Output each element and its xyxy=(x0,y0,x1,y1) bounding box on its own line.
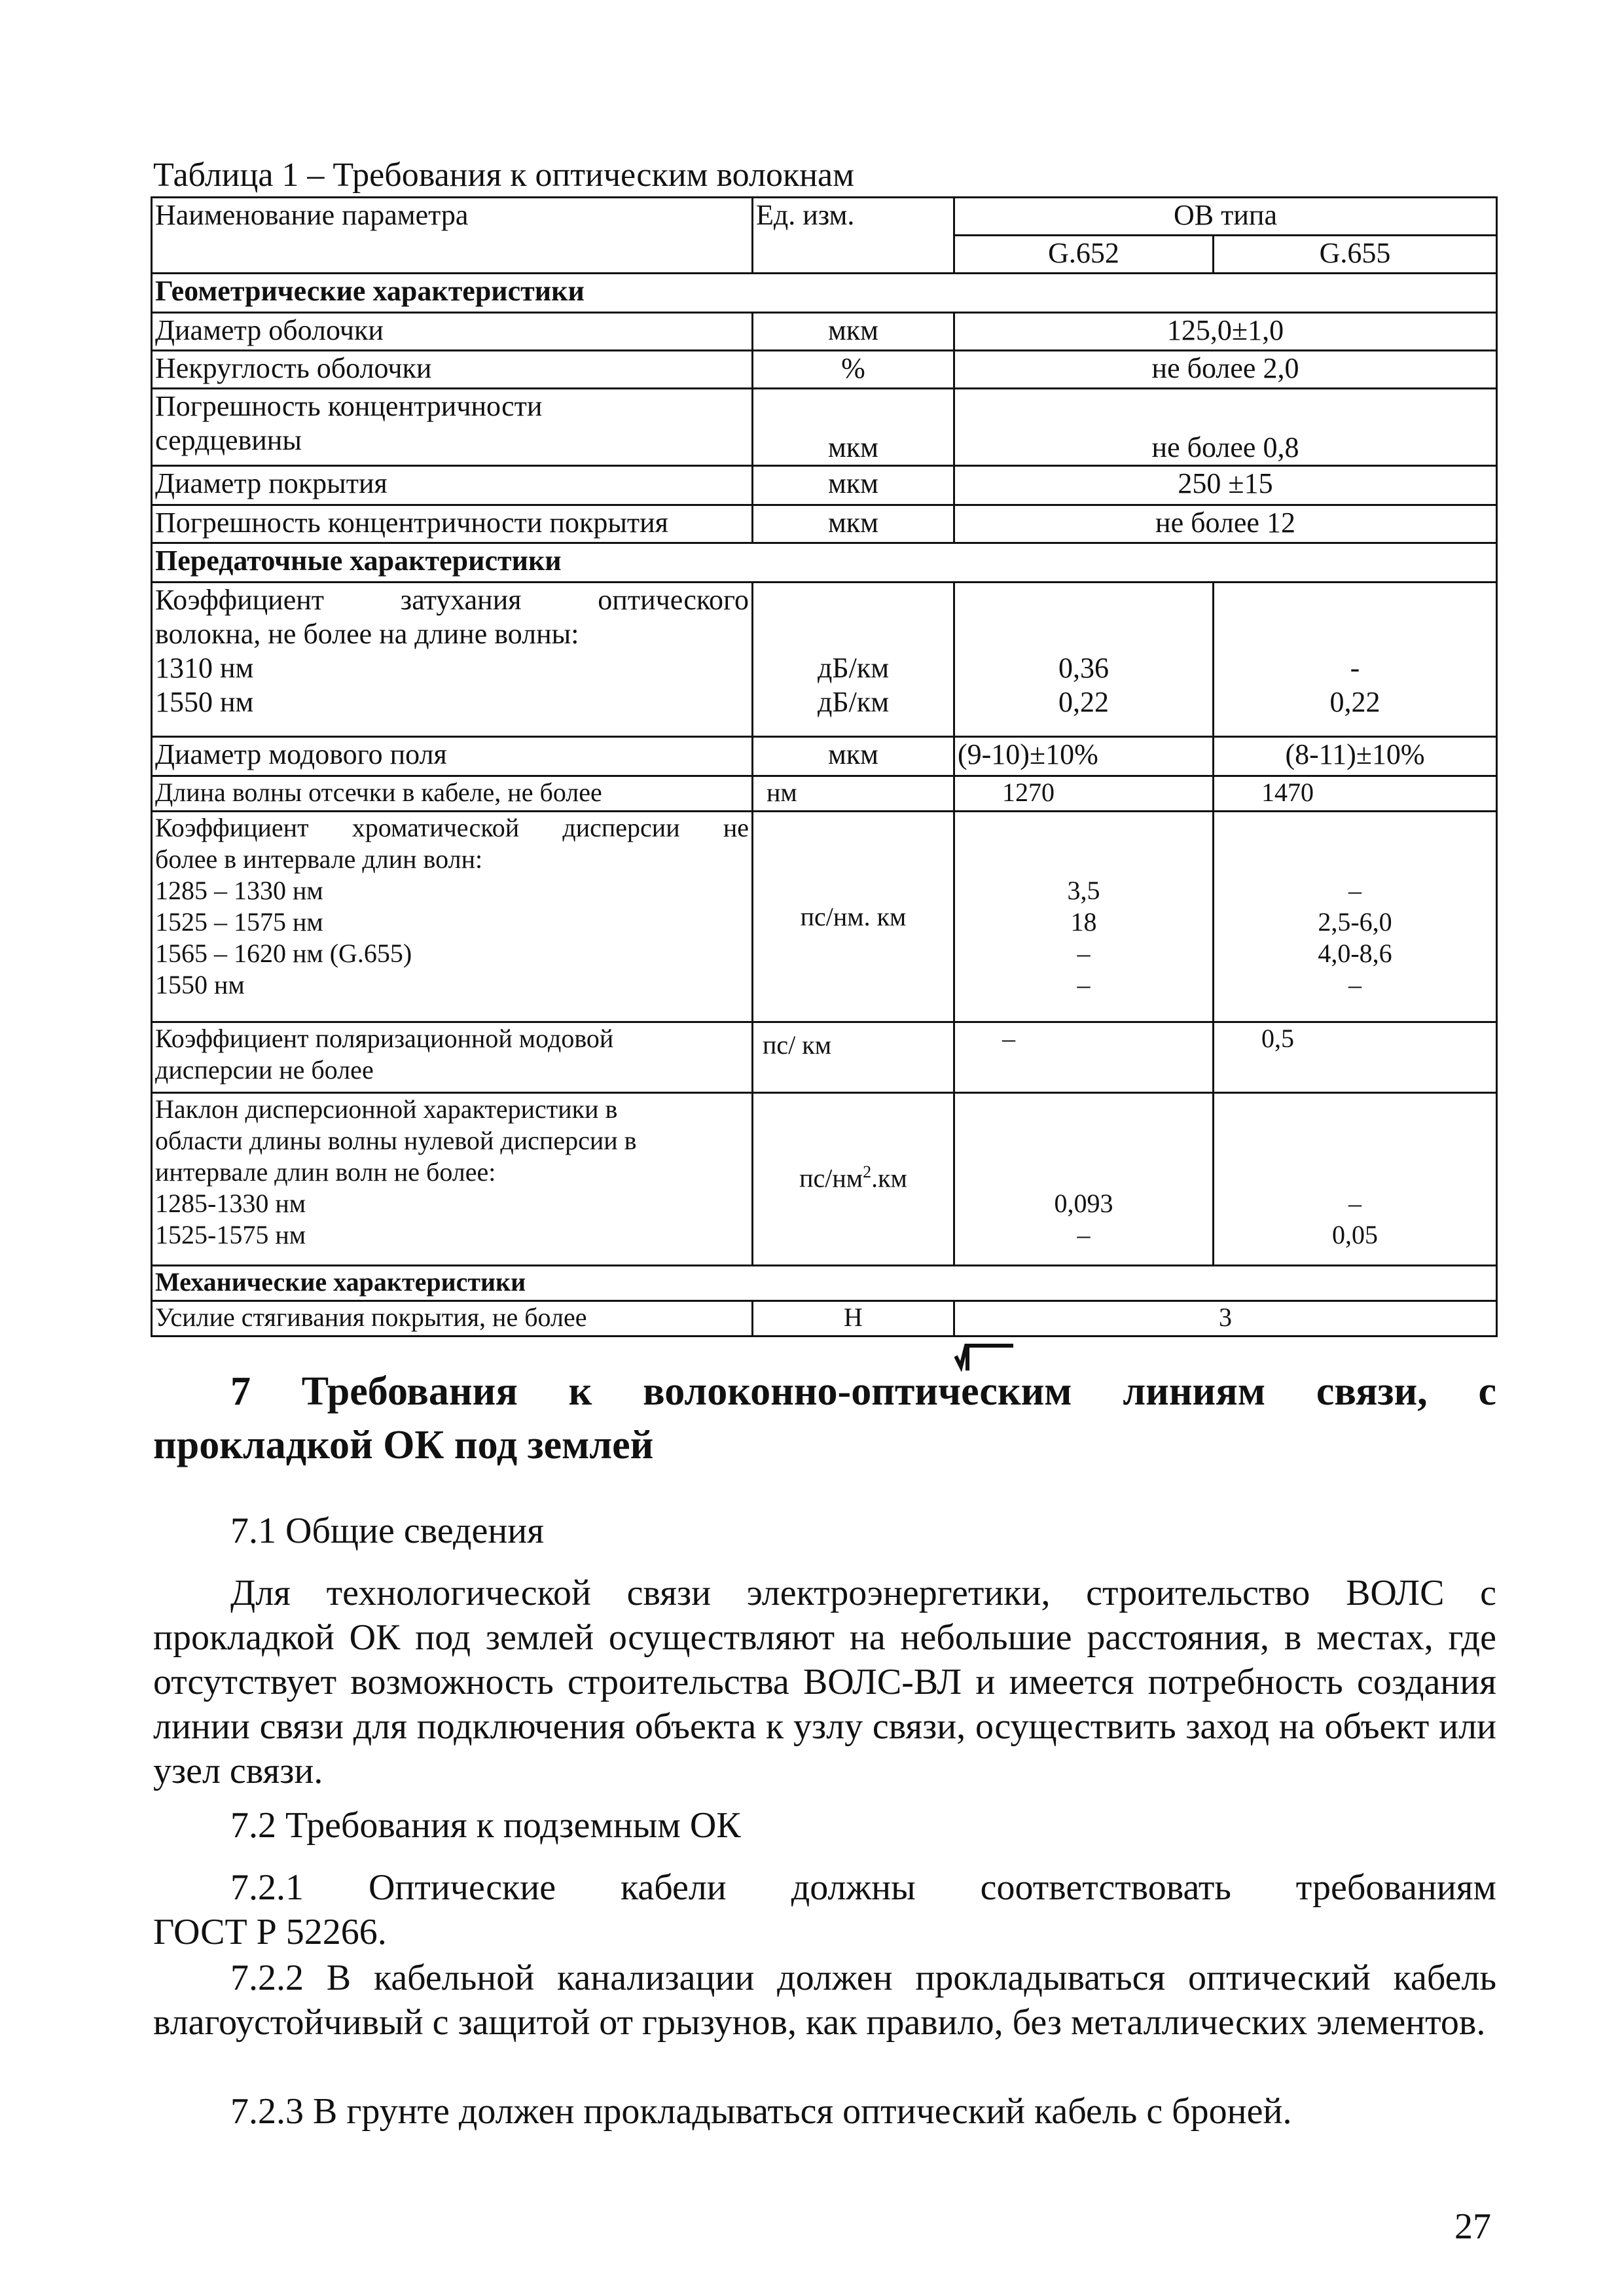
page-number: 27 xyxy=(1454,2206,1491,2247)
table-caption: Таблица 1 – Требования к оптическим волокнам xyxy=(153,156,855,194)
table-row xyxy=(152,812,1497,1022)
paragraph-first-line: 7.2.1 Оптические кабели должны соответствовать требованиям xyxy=(230,1867,1496,1908)
wavelength: 1285-1330 нм xyxy=(155,1189,306,1218)
param-name-line: Наклон дисперсионной характеристики в xyxy=(155,1094,618,1124)
value-line: 4,0-8,6 xyxy=(1318,939,1392,968)
heading-line: 7 Требования к волоконно-оптическим линиям связи, с xyxy=(230,1369,1496,1414)
value-line: 3,5 xyxy=(1067,876,1100,905)
table-row xyxy=(152,1022,1497,1093)
param-name-line: сердцевины xyxy=(155,424,302,456)
g655-value xyxy=(1214,1093,1497,1266)
wavelength: 1285 – 1330 нм xyxy=(155,876,323,905)
unit-line: $пс/нм^2.км$ xyxy=(799,1162,907,1193)
header-g652: G.652 xyxy=(954,236,1214,274)
value-line: 0,36 xyxy=(1058,652,1109,684)
section-title: Механические характеристики xyxy=(152,1266,1497,1301)
param-unit: пс/ км xyxy=(753,1022,954,1093)
subsection-7-2-title: 7.2 Требования к подземным ОК xyxy=(230,1805,741,1846)
param-name-line: Коэффициент хроматической дисперсии не xyxy=(155,813,749,842)
param-name: Усилие стягивания покрытия, не более xyxy=(152,1301,753,1336)
header-g655: G.655 xyxy=(1214,236,1497,274)
g652-value xyxy=(954,583,1214,737)
param-name: Диаметр оболочки xyxy=(152,313,753,351)
value-line: - xyxy=(1350,652,1360,684)
param-name-line: Коэффициент поляризационной модовой xyxy=(155,1024,614,1053)
param-unit: нм xyxy=(753,776,954,812)
param-name: Диаметр покрытия xyxy=(152,466,753,505)
g652-value: 1270 xyxy=(954,776,1214,812)
paragraph-first-line: Для технологической связи электроэнергетики, строительство ВОЛС с xyxy=(230,1573,1496,1613)
g655-value xyxy=(1214,812,1497,1022)
param-name-line: дисперсии не более xyxy=(155,1055,374,1085)
param-value: не более 2,0 xyxy=(954,351,1497,389)
param-name: Погрешность концентричности покрытия xyxy=(152,505,753,543)
paragraph-text: влагоустойчивый с защитой от грызунов, как правило, без металлических элементов. xyxy=(153,2002,1486,2043)
paragraph-7-2-3: 7.2.3 В грунте должен прокладываться оптический кабель с броней. xyxy=(230,2091,1292,2132)
header-fiber-type: ОВ типа xyxy=(954,198,1497,236)
value-line: 0,05 xyxy=(1332,1220,1378,1249)
param-unit: мкм xyxy=(753,505,954,543)
table-row xyxy=(152,737,1497,776)
paragraph-text: прокладкой ОК под землей осуществляют на небольшие расстояния, в местах, где отсутствует возможность строительства ВОЛС-ВЛ и имеется потребность создания линии связи для подключения объекта к узлу связи, осуществить заход на объект или узел связи. xyxy=(153,1617,1496,1791)
param-unit: мкм xyxy=(753,737,954,776)
paragraph-7-1 xyxy=(153,1571,1496,1793)
g655-value: (8-11)±10% xyxy=(1214,737,1497,776)
param-name-line: волокна, не более на длине волны: xyxy=(155,618,579,650)
wavelength: 1565 – 1620 нм (G.655) xyxy=(155,939,412,968)
param-value: 3 xyxy=(954,1301,1497,1336)
param-unit: мкм xyxy=(753,389,954,466)
param-unit xyxy=(753,583,954,737)
section-title: Передаточные характеристики xyxy=(152,543,1497,583)
section-row-mechanical xyxy=(152,1266,1497,1301)
wavelength: 1550 нм xyxy=(155,686,254,718)
value-line: 0,093 xyxy=(1054,1189,1113,1218)
param-unit: мкм xyxy=(753,313,954,351)
table-row xyxy=(152,776,1497,812)
value-line: 0,22 xyxy=(1058,686,1109,718)
g652-value xyxy=(954,1093,1214,1266)
param-value: 125,0±1,0 xyxy=(954,313,1497,351)
wavelength: 1550 нм xyxy=(155,970,245,999)
header-param: Наименование параметра xyxy=(152,198,753,274)
header-unit: Ед. изм. xyxy=(753,198,954,274)
wavelength: 1525 – 1575 нм xyxy=(155,907,323,937)
param-value: не более 12 xyxy=(954,505,1497,543)
g652-value: (9-10)±10% xyxy=(954,737,1214,776)
param-name-line: Погрешность концентричности xyxy=(155,390,543,422)
table-row xyxy=(152,583,1497,737)
paragraph-7-2-2 xyxy=(153,1956,1496,2045)
paragraph-7-2-1 xyxy=(153,1865,1496,1954)
unit-line: дБ/км xyxy=(817,686,890,718)
param-name xyxy=(152,1093,753,1266)
param-name-line: более в интервале длин волн: xyxy=(155,844,483,874)
value-line: 0,22 xyxy=(1329,686,1380,718)
heading-line: прокладкой ОК под землей xyxy=(153,1423,654,1467)
value-line: – xyxy=(1348,1189,1362,1218)
param-name-line: интервале длин волн не более: xyxy=(155,1157,496,1187)
param-name: Диаметр модового поля xyxy=(152,737,753,776)
table-row xyxy=(152,313,1497,351)
param-name xyxy=(152,812,753,1022)
param-unit: % xyxy=(753,351,954,389)
table-row xyxy=(152,1301,1497,1336)
section-row-transmission xyxy=(152,543,1497,583)
g655-value xyxy=(1214,583,1497,737)
param-unit xyxy=(753,1093,954,1266)
paragraph-text: ГОСТ Р 52266. xyxy=(153,1912,387,1952)
table-row xyxy=(152,351,1497,389)
param-unit: Н xyxy=(753,1301,954,1336)
g652-value: – xyxy=(954,1022,1214,1093)
param-name-line: Коэффициент затухания оптического xyxy=(155,584,749,616)
param-value: не более 0,8 xyxy=(954,389,1497,466)
table-row xyxy=(152,389,1497,466)
section-row-geometry xyxy=(152,274,1497,313)
param-name-line: области длины волны нулевой дисперсии в xyxy=(155,1126,637,1155)
value-line: 18 xyxy=(1070,907,1097,937)
param-name xyxy=(152,583,753,737)
value-line: 2,5-6,0 xyxy=(1318,907,1392,937)
param-name: Длина волны отсечки в кабеле, не более xyxy=(152,776,753,812)
table-row xyxy=(152,466,1497,505)
g652-value xyxy=(954,812,1214,1022)
subsection-7-1-title: 7.1 Общие сведения xyxy=(230,1511,545,1551)
table-row xyxy=(152,1093,1497,1266)
param-unit: пс/нм. км xyxy=(753,812,954,1022)
param-value: 250 ±15 xyxy=(954,466,1497,505)
wavelength: 1525-1575 нм xyxy=(155,1220,306,1249)
value-line: – xyxy=(1077,970,1091,999)
section-7-heading xyxy=(153,1365,1496,1472)
value-line: – xyxy=(1348,876,1362,905)
g655-value: 0,5 xyxy=(1214,1022,1497,1093)
param-name: Некруглость оболочки xyxy=(152,351,753,389)
wavelength: 1310 нм xyxy=(155,652,254,684)
param-name xyxy=(152,1022,753,1093)
value-line: – xyxy=(1077,1220,1091,1249)
section-title: Геометрические характеристики xyxy=(152,274,1497,313)
param-name xyxy=(152,389,753,466)
table-header-row xyxy=(152,198,1497,236)
paragraph-first-line: 7.2.2 В кабельной канализации должен прокладываться оптический кабель xyxy=(230,1958,1496,1998)
value-line: – xyxy=(1077,939,1091,968)
table-row xyxy=(152,505,1497,543)
param-unit: мкм xyxy=(753,466,954,505)
requirements-table xyxy=(151,196,1498,1337)
value-line: – xyxy=(1348,970,1362,999)
g655-value: 1470 xyxy=(1214,776,1497,812)
unit-line: дБ/км xyxy=(817,652,890,684)
